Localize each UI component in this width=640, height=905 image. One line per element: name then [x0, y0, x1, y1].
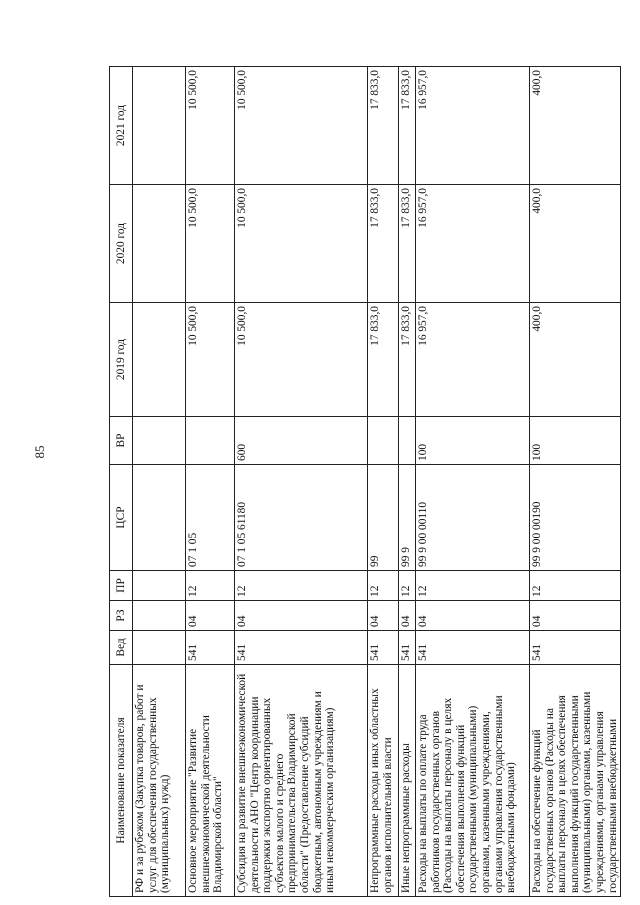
cell-2021: 17 833,0 — [368, 67, 399, 185]
cell-ved: 541 — [368, 631, 399, 665]
table-row — [399, 67, 416, 897]
rotated-table-wrapper — [109, 67, 619, 897]
cell-2021: 10 500,0 — [186, 67, 235, 185]
table-header-row — [110, 67, 133, 897]
cell-pr — [133, 571, 186, 601]
cell-vr: 100 — [416, 417, 530, 465]
col-header-vr: ВР — [110, 417, 133, 465]
cell-name: РФ и за рубежом (Закупка товаров, работ и услуг для обеспечения государственных (муниципальных) нужд) — [133, 665, 186, 897]
col-header-2019: 2019 год — [110, 303, 133, 417]
cell-csr — [133, 465, 186, 571]
col-header-rz: РЗ — [110, 601, 133, 631]
cell-name: Расходы на выплаты по оплате труда работников государственных органов (Расходы на выплаты персоналу в целях обеспечения выполнения функций государственными (муниципальными) органами, казенными учреждениями, органами управления государственными внебюджетными фондами) — [416, 665, 530, 897]
col-header-ved: Вед — [110, 631, 133, 665]
cell-2019 — [133, 303, 186, 417]
cell-vr: 600 — [235, 417, 368, 465]
cell-pr: 12 — [368, 571, 399, 601]
cell-csr: 99 — [368, 465, 399, 571]
cell-csr: 99 9 — [399, 465, 416, 571]
cell-rz: 04 — [186, 601, 235, 631]
budget-table — [109, 66, 621, 897]
cell-2020: 10 500,0 — [186, 185, 235, 303]
cell-pr: 12 — [186, 571, 235, 601]
cell-csr: 99 9 00 00190 — [530, 465, 621, 571]
cell-name: Непрограммные расходы иных областных органов исполнительной власти — [368, 665, 399, 897]
table-row — [368, 67, 399, 897]
cell-name: Субсидия на развитие внешнеэкономической деятельности АНО "Центр координации поддержки экспортно ориентированных субъектов малого и среднего предпринимательства Владимирской области" (Предоставление субсидий бюджетным, автономным учреждениям и иным некоммерческим организациям) — [235, 665, 368, 897]
table-row — [530, 67, 621, 897]
table-row — [416, 67, 530, 897]
table-row — [235, 67, 368, 897]
cell-2021: 400,0 — [530, 67, 621, 185]
table-row — [186, 67, 235, 897]
col-header-csr: ЦСР — [110, 465, 133, 571]
cell-2019: 17 833,0 — [368, 303, 399, 417]
cell-2021: 10 500,0 — [235, 67, 368, 185]
cell-rz: 04 — [530, 601, 621, 631]
cell-name: Основное мероприятие "Развитие внешнеэкономической деятельности Владимирской области" — [186, 665, 235, 897]
cell-2019: 16 957,0 — [416, 303, 530, 417]
cell-ved: 541 — [530, 631, 621, 665]
cell-vr — [368, 417, 399, 465]
cell-2021: 16 957,0 — [416, 67, 530, 185]
cell-csr: 07 1 05 61180 — [235, 465, 368, 571]
cell-rz: 04 — [399, 601, 416, 631]
cell-2020: 17 833,0 — [399, 185, 416, 303]
cell-2020: 16 957,0 — [416, 185, 530, 303]
cell-2021 — [133, 67, 186, 185]
cell-name: Иные непрограммные расходы — [399, 665, 416, 897]
cell-vr — [186, 417, 235, 465]
cell-2020 — [133, 185, 186, 303]
cell-vr: 100 — [530, 417, 621, 465]
cell-2021: 17 833,0 — [399, 67, 416, 185]
cell-ved: 541 — [416, 631, 530, 665]
cell-vr — [133, 417, 186, 465]
cell-rz — [133, 601, 186, 631]
cell-2020: 17 833,0 — [368, 185, 399, 303]
cell-ved — [133, 631, 186, 665]
cell-vr — [399, 417, 416, 465]
cell-2019: 10 500,0 — [186, 303, 235, 417]
cell-pr: 12 — [416, 571, 530, 601]
cell-pr: 12 — [530, 571, 621, 601]
cell-2019: 10 500,0 — [235, 303, 368, 417]
cell-rz: 04 — [368, 601, 399, 631]
cell-csr: 07 1 05 — [186, 465, 235, 571]
page-number: 85 — [32, 445, 47, 459]
col-header-2020: 2020 год — [110, 185, 133, 303]
cell-rz: 04 — [416, 601, 530, 631]
cell-csr: 99 9 00 00110 — [416, 465, 530, 571]
table-row — [133, 67, 186, 897]
cell-ved: 541 — [399, 631, 416, 665]
cell-2019: 400,0 — [530, 303, 621, 417]
cell-pr: 12 — [235, 571, 368, 601]
cell-2019: 17 833,0 — [399, 303, 416, 417]
col-header-pr: ПР — [110, 571, 133, 601]
cell-pr: 12 — [399, 571, 416, 601]
cell-2020: 400,0 — [530, 185, 621, 303]
cell-2020: 10 500,0 — [235, 185, 368, 303]
cell-rz: 04 — [235, 601, 368, 631]
col-header-2021: 2021 год — [110, 67, 133, 185]
cell-name: Расходы на обеспечение функций государственных органов (Расходы на выплаты персоналу в целях обеспечения выполнения функций государственными (муниципальными) органами, казенными учреждениями, органами управления государственными внебюджетными — [530, 665, 621, 897]
cell-ved: 541 — [235, 631, 368, 665]
cell-ved: 541 — [186, 631, 235, 665]
col-header-name: Наименование показателя — [110, 665, 133, 897]
